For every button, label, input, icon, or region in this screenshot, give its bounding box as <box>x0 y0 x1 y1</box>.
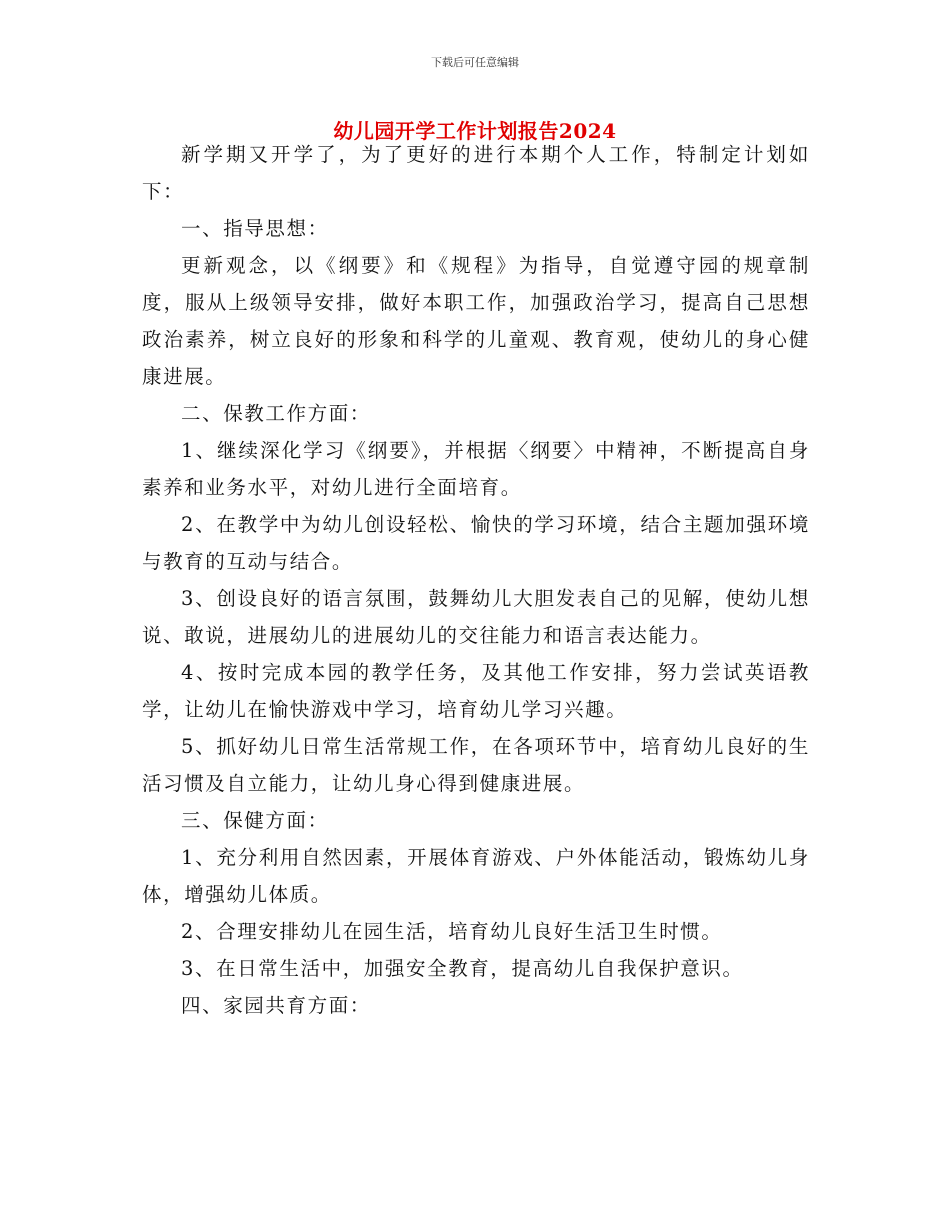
paragraph-health-item-3: 3、在日常生活中，加强安全教育，提高幼儿自我保护意识。 <box>181 957 744 980</box>
paragraph-teaching-item-3: 3、创设良好的语言氛围，鼓舞幼儿大胆发表自己的见解，使幼儿想说、敢说，进展幼儿的进展幼儿的交往能力和语言表达能力。 <box>142 587 810 647</box>
document-title: 幼儿园开学工作计划报告2024 <box>333 119 617 143</box>
section-heading-home-school: 四、家园共育方面： <box>181 994 371 1017</box>
paragraph-guiding-thought: 更新观念，以《纲要》和《规程》为指导，自觉遵守园的规章制度，服从上级领导安排，做好本职工作，加强政治学习，提高自己思想政治素养，树立良好的形象和科学的儿童观、教育观，使幼儿的身心健康进展。 <box>142 254 810 388</box>
section-heading-teaching-work: 二、保教工作方面： <box>181 402 371 425</box>
paragraph-teaching-item-5: 5、抓好幼儿日常生活常规工作，在各项环节中，培育幼儿良好的生活习惯及自立能力，让幼儿身心得到健康进展。 <box>142 735 810 795</box>
paragraph-health-item-2: 2、合理安排幼儿在园生活，培育幼儿良好生活卫生时惯。 <box>181 920 723 943</box>
section-heading-guiding-thought: 一、指导思想： <box>181 217 329 240</box>
paragraph-teaching-item-1: 1、继续深化学习《纲要》，并根据〈纲要〉中精神，不断提高自身素养和业务水平，对幼儿进行全面培育。 <box>142 439 810 499</box>
document-body <box>142 136 810 1024</box>
paragraph-teaching-item-2: 2、在教学中为幼儿创设轻松、愉快的学习环境，结合主题加强环境与教育的互动与结合。 <box>142 513 810 573</box>
paragraph-health-item-1: 1、充分利用自然因素，开展体育游戏、户外体能活动，锻炼幼儿身体，增强幼儿体质。 <box>142 846 810 906</box>
paragraph-teaching-item-4: 4、按时完成本园的教学任务，及其他工作安排，努力尝试英语教学，让幼儿在愉快游戏中学习，培育幼儿学习兴趣。 <box>142 661 810 721</box>
paragraph-intro: 新学期又开学了，为了更好的进行本期个人工作，特制定计划如下： <box>142 143 810 203</box>
section-heading-health-care: 三、保健方面： <box>181 809 329 832</box>
header-note: 下载后可任意编辑 <box>431 56 519 69</box>
